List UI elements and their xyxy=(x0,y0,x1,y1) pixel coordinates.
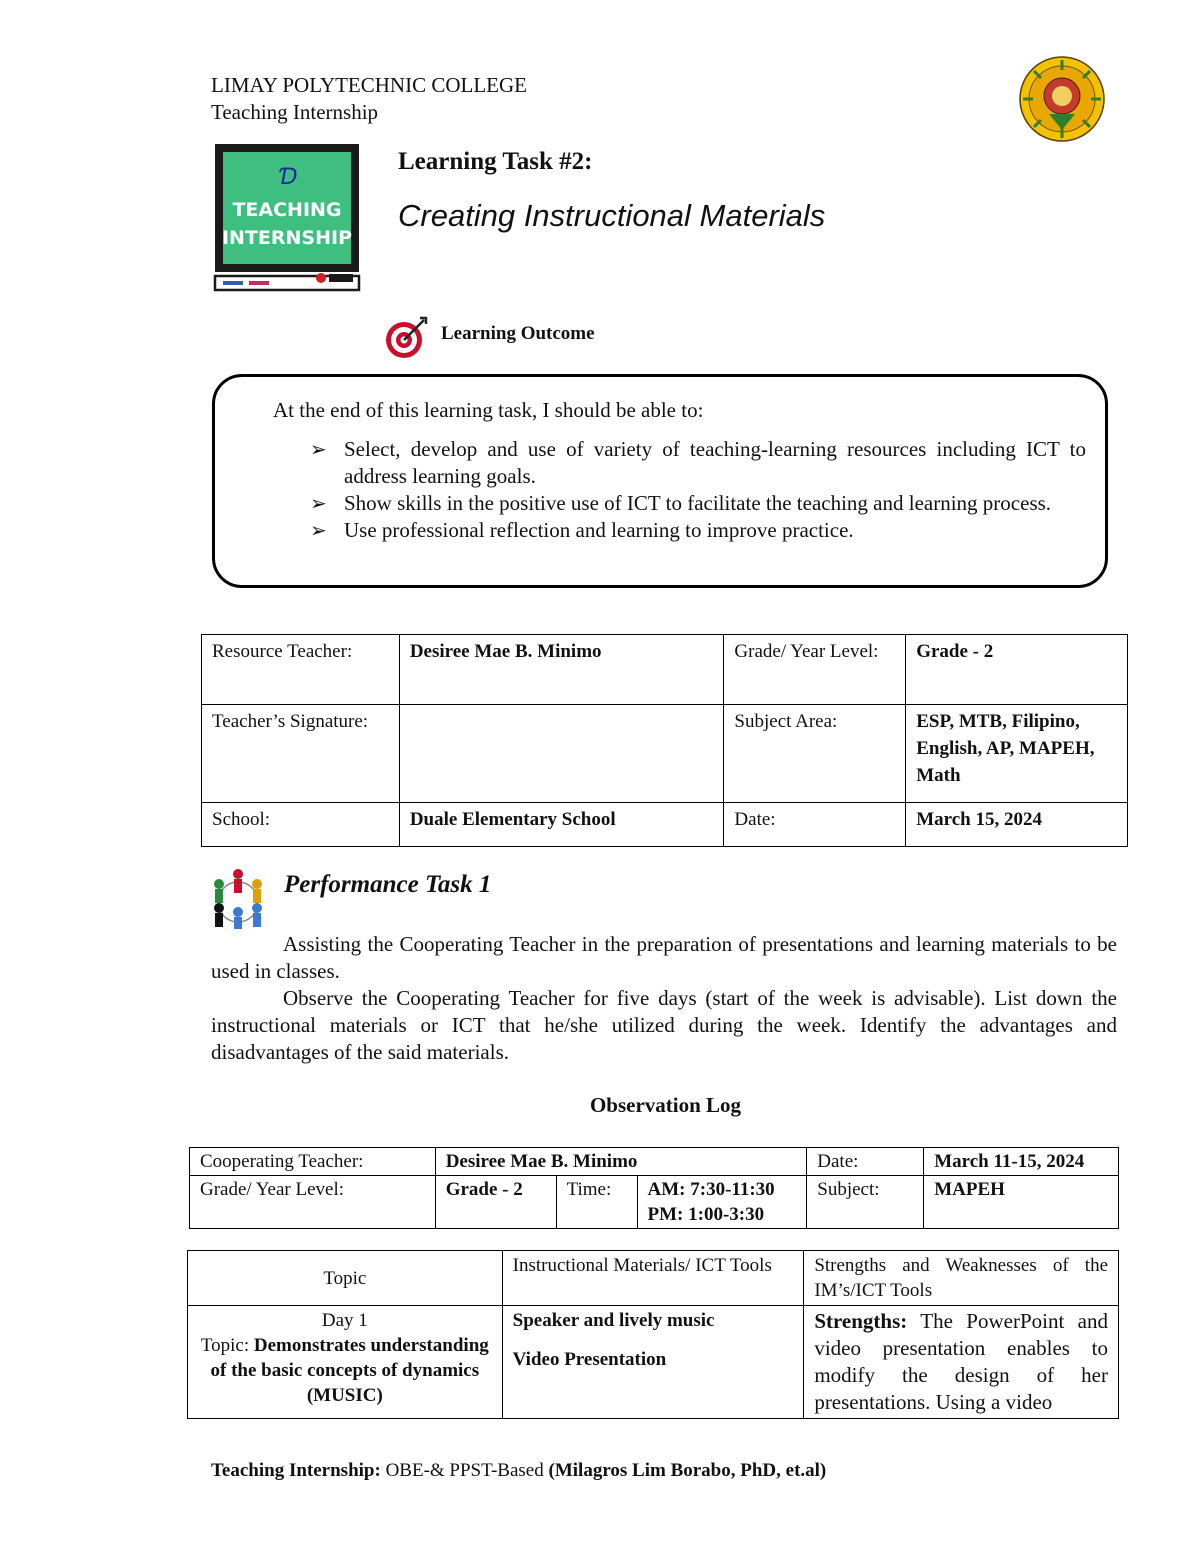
log-grade-value: Grade - 2 xyxy=(435,1176,556,1229)
resource-teacher-value: Desiree Mae B. Minimo xyxy=(399,635,724,705)
performance-task-paragraph-1: Assisting the Cooperating Teacher in the preparation of presentations and learning materials to be used in classes. xyxy=(211,932,1117,983)
school-value: Duale Elementary School xyxy=(399,803,724,847)
date-label: Date: xyxy=(724,803,906,847)
table-row xyxy=(202,705,1128,803)
cooperating-teacher-value: Desiree Mae B. Minimo xyxy=(435,1148,807,1176)
strengths-label: Strengths: xyxy=(814,1309,908,1333)
signature-label: Teacher’s Signature: xyxy=(202,705,400,803)
subject-area-value: ESP, MTB, Filipino, English, AP, MAPEH, Math xyxy=(906,705,1128,803)
cooperating-teacher-label: Cooperating Teacher: xyxy=(190,1148,436,1176)
log-date-value: March 11-15, 2024 xyxy=(924,1148,1119,1176)
topic-prefix: Topic: xyxy=(200,1335,254,1356)
footer-label: Teaching Internship: xyxy=(211,1460,381,1481)
time-value: AM: 7:30-11:30 PM: 1:00-3:30 xyxy=(637,1176,807,1229)
arrow-bullet-icon: ➢ xyxy=(310,491,327,515)
day-label: Day 1 xyxy=(321,1310,368,1331)
log-subject-label: Subject: xyxy=(807,1176,924,1229)
time-label: Time: xyxy=(556,1176,637,1229)
page-footer xyxy=(211,1460,826,1482)
target-icon xyxy=(384,316,428,360)
observation-log-table xyxy=(187,1250,1119,1419)
arrow-bullet-icon: ➢ xyxy=(310,437,327,461)
table-row xyxy=(190,1176,1119,1229)
day1-materials-cell xyxy=(502,1306,804,1419)
log-subject-value: MAPEH xyxy=(924,1176,1119,1229)
day1-strengths-cell xyxy=(804,1306,1119,1419)
column-header-materials: Instructional Materials/ ICT Tools xyxy=(502,1251,804,1306)
teaching-internship-logo xyxy=(213,140,361,298)
people-group-icon xyxy=(207,866,269,930)
column-header-topic: Topic xyxy=(188,1251,503,1306)
grade-label: Grade/ Year Level: xyxy=(724,635,906,705)
performance-task-title: Performance Task 1 xyxy=(284,871,492,898)
column-header-strengths: Strengths and Weaknesses of the IM’s/ICT Tools xyxy=(804,1251,1119,1306)
college-name: LIMAY POLYTECHNIC COLLEGE xyxy=(211,73,527,97)
school-label: School: xyxy=(202,803,400,847)
arrow-bullet-icon: ➢ xyxy=(310,518,327,542)
learning-outcome-intro: At the end of this learning task, I should be able to: xyxy=(273,398,704,422)
signature-field[interactable] xyxy=(399,705,724,803)
program-name: Teaching Internship xyxy=(211,100,379,124)
logo-line2: INTERNSHIP xyxy=(221,227,353,249)
observation-log-info-table xyxy=(189,1147,1119,1229)
log-grade-label: Grade/ Year Level: xyxy=(190,1176,436,1229)
footer-middle: OBE-& PPST-Based xyxy=(380,1460,549,1481)
performance-task-paragraph-2: Observe the Cooperating Teacher for five days (start of the week is advisable). List down the instructional materials or ICT that he/she utilized during the week. Identify the advantages and disadvantages of the said materials. xyxy=(211,986,1117,1064)
learning-outcome-list xyxy=(310,436,1086,544)
table-row xyxy=(190,1148,1119,1176)
strengths-text: The PowerPoint and video presentation enables to modify the design of her presentations. Using a video xyxy=(814,1309,1108,1414)
document-header xyxy=(211,72,527,126)
subject-area-label: Subject Area: xyxy=(724,705,906,803)
topic-text: Demonstrates understanding of the basic concepts of dynamics (MUSIC) xyxy=(210,1335,489,1406)
material-item: Speaker and lively music xyxy=(512,1310,715,1331)
date-value: March 15, 2024 xyxy=(906,803,1128,847)
resource-teacher-label: Resource Teacher: xyxy=(202,635,400,705)
list-item: ➢ Select, develop and use of variety of teaching-learning resources including ICT to address learning goals. xyxy=(310,437,1086,488)
footer-authors: (Milagros Lim Borabo, PhD, et.al) xyxy=(548,1460,827,1481)
log-date-label: Date: xyxy=(807,1148,924,1176)
learning-task-title: Creating Instructional Materials xyxy=(398,198,826,233)
learning-outcome-label: Learning Outcome xyxy=(441,323,595,344)
observation-log-title: Observation Log xyxy=(589,1093,742,1117)
svg-text:Ɗ: Ɗ xyxy=(277,165,297,190)
learning-task-number: Learning Task #2: xyxy=(398,148,593,175)
table-row xyxy=(202,803,1128,847)
table-row xyxy=(188,1251,1119,1306)
list-item: ➢ Show skills in the positive use of ICT to facilitate the teaching and learning process. xyxy=(310,491,1052,515)
college-seal-icon xyxy=(1019,56,1105,142)
table-row xyxy=(188,1306,1119,1419)
material-item: Video Presentation xyxy=(512,1349,667,1370)
table-row xyxy=(202,635,1128,705)
day1-topic-cell xyxy=(188,1306,503,1419)
teacher-info-table xyxy=(201,634,1128,847)
grade-value: Grade - 2 xyxy=(906,635,1128,705)
list-item: ➢ Use professional reflection and learning to improve practice. xyxy=(310,518,854,542)
logo-line1: TEACHING xyxy=(232,199,342,221)
